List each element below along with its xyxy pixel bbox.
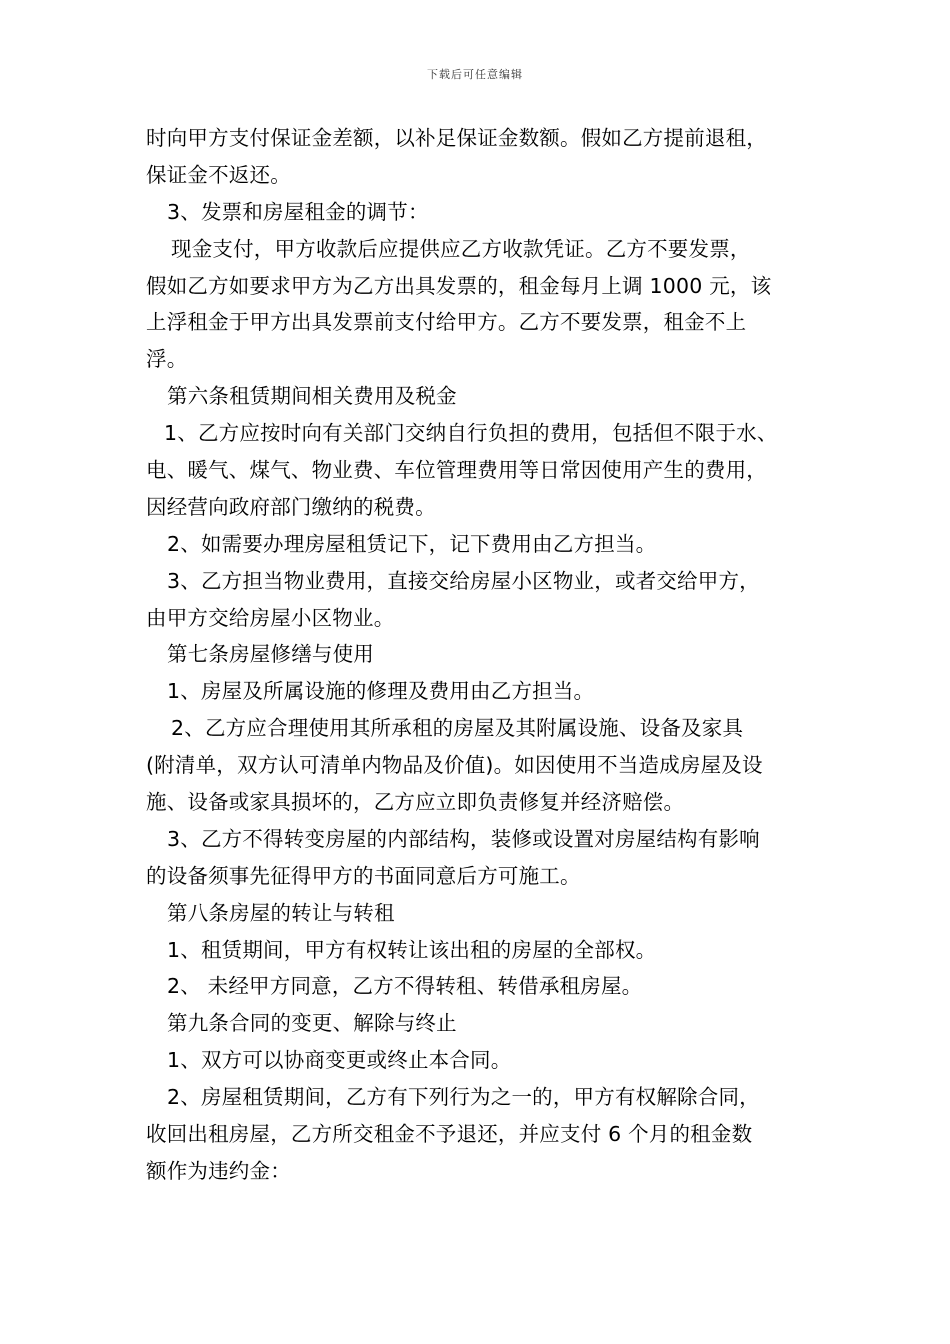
section-heading: 第九条合同的变更、解除与终止	[167, 1011, 457, 1036]
text-line: 1、乙方应按时向有关部门交纳自行负担的费用，包括但不限于水、	[164, 421, 778, 446]
text-line: 2、 未经甲方同意，乙方不得转租、转借承租房屋。	[167, 974, 643, 999]
text-line: 由甲方交给房屋小区物业。	[146, 605, 395, 630]
text-line: 额作为违约金：	[146, 1158, 291, 1183]
text-line: 3、发票和房屋租金的调节：	[167, 199, 429, 224]
text-line: 浮。	[146, 347, 188, 372]
text-line: 因经营向政府部门缴纳的税费。	[146, 494, 436, 519]
text-line: 2、如需要办理房屋租赁记下，记下费用由乙方担当。	[167, 531, 657, 556]
text-line: 收回出租房屋，乙方所交租金不予退还，并应支付 6 个月的租金数	[146, 1122, 753, 1147]
text-line: 假如乙方如要求甲方为乙方出具发票的，租金每月上调 1000 元，该	[146, 273, 772, 298]
section-heading: 第七条房屋修缮与使用	[167, 642, 374, 667]
text-line: 保证金不返还。	[146, 162, 291, 187]
section-heading: 第八条房屋的转让与转租	[167, 900, 395, 925]
text-line: (附清单，双方认可清单内物品及价值)。如因使用不当造成房屋及设	[146, 753, 763, 778]
text-line: 1、租赁期间，甲方有权转让该出租的房屋的全部权。	[167, 937, 657, 962]
text-line: 时向甲方支付保证金差额，以补足保证金数额。假如乙方提前退租，	[146, 126, 767, 150]
text-line: 的设备须事先征得甲方的书面同意后方可施工。	[146, 863, 581, 888]
page-header: 下载后可任意编辑	[427, 68, 523, 81]
document-body	[146, 120, 836, 1190]
text-line: 3、乙方担当物业费用，直接交给房屋小区物业，或者交给甲方，	[167, 568, 760, 593]
text-line: 2、房屋租赁期间，乙方有下列行为之一的，甲方有权解除合同，	[167, 1085, 760, 1110]
text-line: 1、房屋及所属设施的修理及费用由乙方担当。	[167, 679, 595, 704]
text-line: 现金支付，甲方收款后应提供应乙方收款凭证。乙方不要发票，	[171, 236, 751, 261]
text-line: 1、双方可以协商变更或终止本合同。	[167, 1048, 512, 1073]
text-line: 电、暖气、煤气、物业费、车位管理费用等日常因使用产生的费用，	[146, 458, 767, 483]
text-line: 2、乙方应合理使用其所承租的房屋及其附属设施、设备及家具	[171, 716, 744, 741]
section-heading: 第六条租赁期间相关费用及税金	[167, 384, 457, 409]
text-line: 上浮租金于甲方出具发票前支付给甲方。乙方不要发票，租金不上	[146, 310, 747, 335]
text-line: 3、乙方不得转变房屋的内部结构，装修或设置对房屋结构有影响	[167, 826, 760, 851]
text-line: 施、设备或家具损坏的，乙方应立即负责修复并经济赔偿。	[146, 790, 685, 815]
